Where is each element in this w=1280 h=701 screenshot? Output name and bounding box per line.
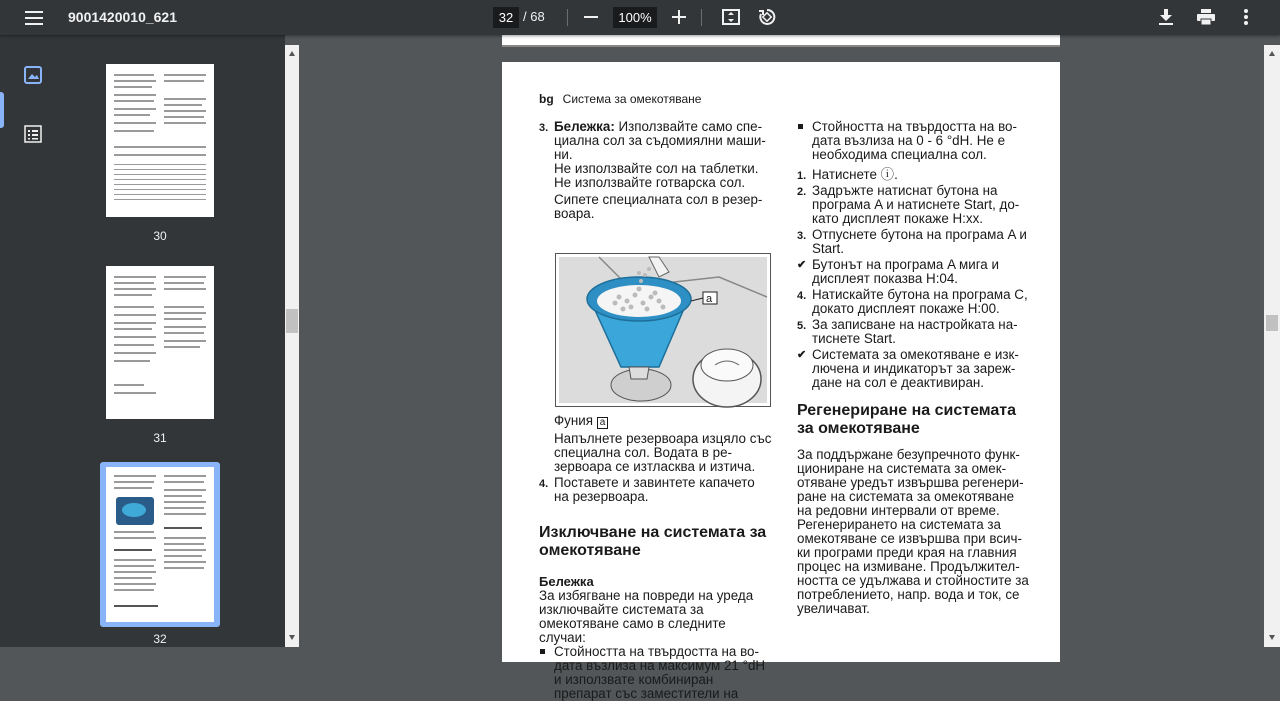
- thumbnail-label: 31: [153, 431, 167, 445]
- note-heading: Бележка: [539, 574, 594, 589]
- print-icon[interactable]: [1195, 7, 1217, 27]
- steps-list: [797, 168, 1029, 390]
- page-thumbnail-30[interactable]: [106, 64, 214, 217]
- scroll-down-arrow-icon: [289, 635, 295, 640]
- outline-view-icon[interactable]: [24, 125, 44, 145]
- toolbar-divider: [701, 9, 702, 26]
- page-number-input[interactable]: 32: [493, 7, 519, 28]
- sidebar-rail: [0, 35, 68, 647]
- zoom-in-button[interactable]: [670, 8, 688, 26]
- page-header: [539, 92, 701, 106]
- figure-label-a: a: [706, 293, 713, 305]
- thumbnail-label: 30: [153, 229, 167, 243]
- document-scroll-thumb[interactable]: [1266, 315, 1278, 331]
- step-item: 3. Бележка: Използвайте само спе-циална сол за съдомиялни маши-ни. Не използвайте сол на таблетки. Не използвайте готварска сол. Сипете специалната сол в резер-воара.: [539, 119, 766, 221]
- minus-icon: [584, 16, 598, 18]
- hamburger-menu-icon[interactable]: [22, 8, 46, 28]
- scroll-up-arrow-icon: [289, 51, 295, 56]
- more-vert-icon[interactable]: [1238, 7, 1254, 27]
- document-title: 9001420010_621: [68, 9, 178, 25]
- fit-page-button[interactable]: [721, 7, 741, 27]
- rotate-button[interactable]: [757, 7, 777, 27]
- active-indicator: [0, 92, 4, 128]
- figure-caption: Фуния a Напълнете резервоара изцяло със специална сол. Водата в ре-зервоара се изтласква и изтича.: [554, 413, 772, 474]
- result-item: ✔ Бутонът на програма A мига и дисплеят показва H:04.: [797, 257, 999, 286]
- thumbnail-view-icon[interactable]: [24, 66, 44, 86]
- heading-regeneration: Регенериране на системата за омекотяване: [797, 402, 1017, 437]
- heading-disable-softener: Изключване на системата за омекотяване: [539, 524, 767, 559]
- pdf-page-32: [502, 62, 1060, 701]
- page-total: / 68: [523, 9, 545, 24]
- page-thumbnail-32[interactable]: [106, 467, 214, 622]
- toolbar-divider: [567, 9, 568, 26]
- salt-funnel-illustration: [555, 253, 771, 407]
- sidebar-scroll-thumb[interactable]: [286, 309, 298, 333]
- scroll-down-arrow-icon: [1269, 635, 1275, 640]
- bullet-item: Стойността на твърдостта на во-дата възлиза на максимум 21 °dH и използвате комбиниран препарат със заместители на: [539, 645, 771, 701]
- right-column: [797, 120, 1029, 616]
- regeneration-text: За поддържане безупречното функ-циониране на системата за омек-отяване уредът извършва регенери-ране на системата за омекотяване на редовни интервали от време. Регенерирането на системата за омекотяване се извършва при всич-ки програми преди края на главния процес на измиване. Продължител-ността се удължава и стойностите за потреблението, напр. вода и ток, се увеличават.: [797, 447, 1029, 616]
- rotate-icon: [758, 8, 776, 26]
- page-thumbnail-31[interactable]: [106, 266, 214, 419]
- document-viewer: [299, 35, 1264, 701]
- pdf-toolbar: [0, 0, 1280, 35]
- plus-icon: [672, 10, 686, 24]
- scroll-up-arrow-icon: [1269, 51, 1275, 56]
- step-item: 4. Поставете и завинтете капачето на резервоара.: [539, 475, 755, 504]
- download-icon[interactable]: [1156, 7, 1176, 27]
- result-item: ✔ Системата за омекотяване е изк-лючена и индикаторът за зареж-дане на сол е деактивиран.: [797, 347, 1019, 390]
- fit-to-page-icon: [722, 8, 740, 26]
- thumbnail-label: 32: [153, 632, 167, 646]
- step-item: 3. Отпуснете бутона на програма A и Start.: [797, 227, 1027, 256]
- section-title: Система за омекотяване: [562, 92, 702, 106]
- document-scrollbar[interactable]: [1264, 45, 1280, 647]
- funnel-image: [559, 257, 767, 403]
- step-item: 1. Натиснете ⓘ.: [797, 167, 898, 182]
- left-column: [539, 120, 771, 221]
- step-item: 4. Натискайте бутона на програма C, докато дисплеят покаже H:00.: [797, 287, 1028, 316]
- zoom-out-button[interactable]: [582, 8, 600, 26]
- step-item: 2. Задръжте натиснат бутона на програма A и натиснете Start, до-като дисплеят покаже H:xx.: [797, 183, 1020, 226]
- sidebar-scrollbar[interactable]: [285, 45, 299, 647]
- zoom-input[interactable]: 100%: [613, 7, 657, 28]
- step-item: 5. За записване на настройката на-тиснете Start.: [797, 317, 1018, 346]
- note-text: За избягване на повреди на уреда изключвайте системата за омекотяване само в следните случаи:: [539, 588, 754, 645]
- callout-box-a: a: [597, 417, 609, 429]
- language-code: bg: [539, 92, 554, 106]
- left-column-lower: [539, 476, 771, 701]
- bullet-item: Стойността на твърдостта на во-дата възлиза на 0 - 6 °dH. Не е необходима специална сол.: [797, 120, 1029, 162]
